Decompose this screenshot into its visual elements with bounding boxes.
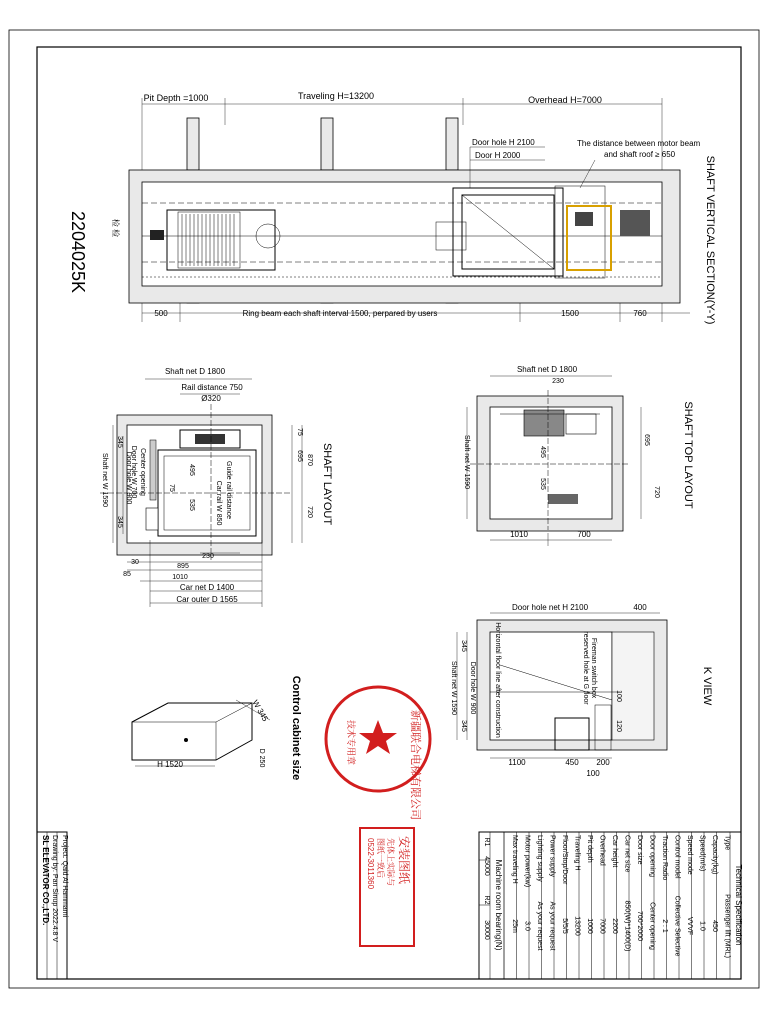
spec-row-value: 2200 [610,918,618,934]
k-dim-1100: 1100 [508,758,526,767]
top-dim-720: 720 [653,486,660,498]
drawing-by-label: Drawing by: Pan Sinup 2022.4.8 V [51,835,58,943]
k-horizontal-floor: Horizontal floor line after construction [494,622,501,738]
spec-row-label: Max traveling H [510,835,518,884]
k-dim-100-b: 100 [586,769,600,778]
top-dim-535: 535 [539,478,546,490]
dim-720: 720 [306,506,313,518]
drawing-number: 2204025K [68,210,88,294]
k-door-hole-h: Door hole net H 2100 [511,603,589,612]
motor-note-1: The distance between motor beam [577,139,701,148]
dim-85: 85 [123,571,131,578]
dim-500: 500 [154,309,168,318]
dim-230: 230 [202,553,214,560]
stamp-line-2: 先体上实际与 [386,838,395,886]
spec-row-value: 450 [710,920,718,932]
spec-row-label: Car net size [623,835,631,873]
k-fire-note-2: reserved hole at G floor [582,631,589,705]
door-h-label: Door H 2000 [475,151,521,160]
k-view [450,603,713,778]
cabinet-w: W 345 [250,698,270,724]
spec-row-value: 5/5/5 [560,918,568,934]
spec-row-label: Capacity(kg) [710,835,718,875]
spec-table [479,832,743,979]
k-shaft-net-w: Shaft net W 1590 [450,660,457,716]
ring-beam-note: Ring beam each shaft interval 1500, perpared by users [242,309,438,318]
spec-row-label: Power supply [548,835,556,878]
spec-row-label: Pit depth [585,835,593,863]
spec-row-value: 1000 [585,918,593,934]
spec-row-label: Type [723,835,731,851]
project-label: Project: Qaid Al Hammami [61,835,68,918]
spec-row-value: 700*2000 [635,911,643,941]
bearing-title: Machine room bearing(N) [494,859,503,951]
spec-row-label: Door size [635,835,643,865]
spec-row-value: 7000 [598,918,606,934]
dim-1010: 1010 [172,574,188,581]
k-dim-345-b: 345 [460,720,467,732]
spec-row-value: 2 : 1 [660,919,668,933]
shaft-layout-title: SHAFT LAYOUT [321,442,333,526]
overhead-label: Overhead H=7000 [528,95,602,105]
spec-row-label: Traveling H [573,835,581,871]
dim-895: 895 [177,563,189,570]
spec-row-label: Motor power(kw) [523,835,531,888]
car-outer-d: Car outer D 1565 [176,595,238,604]
side-mark: 检 检 [111,218,120,238]
spec-row-label: Control model [673,835,681,879]
k-door-hole-w: Door hole W 900 [469,661,476,715]
shaft-net-d: Shaft net D 1800 [164,367,226,376]
spec-row-label: Lighting supply [535,835,543,882]
spec-row-value: As your request [535,901,543,951]
spec-row-label: Door opening [648,835,656,878]
spec-row-value: Passenger lift (MRL) [723,894,731,958]
door-hole-w-2: Door hole W 700 [130,445,137,499]
car-rail: Car rail W 850 [215,480,222,526]
k-dim-400: 400 [633,603,647,612]
title-block [37,832,68,979]
top-dim-495: 495 [539,446,546,458]
top-dim-1010: 1010 [510,530,528,539]
cabinet-h: H 1520 [157,760,183,769]
center-opening: Center opening [139,448,146,496]
control-cabinet [132,676,302,781]
r1-value: 45000 [483,856,490,876]
dim-75-a: 75 [296,428,303,436]
spec-row-label: Car height [610,835,618,868]
spec-row-value: As your request [548,901,556,951]
cabinet-d: D 250 [258,748,265,768]
top-dim-230: 230 [552,378,564,385]
r2-label: R2 [483,895,490,905]
car-net-d: Car net D 1400 [179,583,235,592]
top-shaft-net-w: Shaft net W 1590 [463,434,470,490]
dim-535: 535 [188,499,195,511]
k-dim-120: 120 [615,720,622,732]
spec-row-value: 1.0 [698,921,706,931]
rail-distance: Rail distance 750 [181,383,243,392]
stamp-line-3: 图纸一致后 [376,838,385,878]
k-dim-100-a: 100 [615,690,622,702]
dim-695: 695 [296,450,303,462]
stamp-phone: 0522-3011360 [366,838,375,890]
k-fire-note-1: Fireman switch box [590,637,597,699]
dia-320: Ø320 [201,394,221,403]
spec-row-label: Speed mode [685,835,693,875]
k-dim-200: 200 [596,758,610,767]
spec-title: Technical Specification [734,864,743,946]
vertical-section [111,91,716,324]
shaft-layout [100,367,333,607]
dim-1500: 1500 [561,309,579,318]
r2-value: 30000 [483,920,490,940]
traveling-label: Traveling H=13200 [298,91,374,101]
spec-row-value: Collective Selective [673,895,681,957]
dim-75-b: 75 [168,484,175,492]
company-label: SL ELEVATOR CO.,LTD. [41,835,50,926]
spec-row-value: 13200 [573,916,581,936]
spec-row-value: 850(W)*1400(D) [623,900,631,952]
motor-note-2: and shaft roof ≥ 650 [604,150,676,159]
dim-495: 495 [188,464,195,476]
seal-ring-text: 新疆联合电梯有限公司 [409,710,421,820]
pit-depth-label: Pit Depth =1000 [143,93,209,103]
cabinet-title: Control cabinet size [290,675,302,781]
door-hole-h-label: Door hole H 2100 [472,138,535,147]
r1-label: R1 [483,837,490,847]
seal-center-text: 技术专用章 [346,720,356,766]
shaft-net-w: Shaft net W 1590 [101,452,108,508]
dim-30: 30 [131,559,139,566]
k-dim-450: 450 [565,758,579,767]
k-dim-345-a: 345 [460,640,467,652]
top-dim-700: 700 [577,530,591,539]
k-view-title: K VIEW [701,666,713,706]
company-seal [326,687,430,820]
top-shaft-net-d: Shaft net D 1800 [516,365,578,374]
spec-row-label: Traction Radio [660,835,668,881]
top-layout-title: SHAFT TOP LAYOUT [682,401,694,509]
spec-rows [479,832,730,979]
door-hole-w: Door hole W 900 [125,451,132,505]
spec-row-value: 25m [510,919,518,933]
install-stamp [360,828,414,946]
spec-row-label: Floor/Stop/Door [560,835,568,885]
top-dim-695: 695 [643,434,650,446]
spec-row-value: VVVF [685,916,693,936]
dim-870: 870 [306,454,313,466]
spec-row-value: 3.0 [523,921,531,931]
dim-345-b: 345 [116,516,123,528]
stamp-line-1: 安装图纸 [397,836,411,885]
spec-row-label: Speed(m/s) [698,835,706,872]
spec-row-label: Overhead [598,835,606,866]
top-layout [463,365,694,546]
dim-760: 760 [633,309,647,318]
dim-345-a: 345 [116,436,123,448]
vertical-section-title: SHAFT VERTICAL SECTION(Y-Y) [704,155,716,325]
guide-rail-note: Guide rail distance [225,461,232,519]
spec-row-value: Center opening [648,902,656,950]
